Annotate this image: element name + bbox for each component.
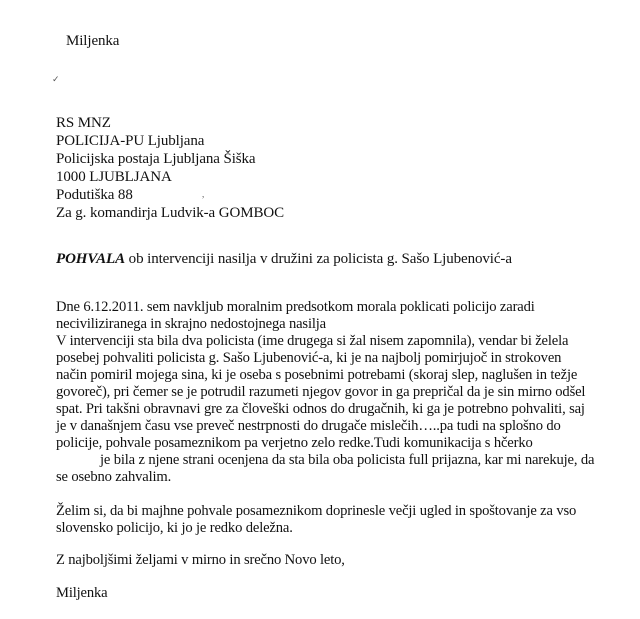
- sender-name: Miljenka: [66, 33, 120, 49]
- closing-line: Z najboljšimi željami v mirno in srečno Novo leto,: [56, 552, 345, 568]
- subject-line: [56, 251, 512, 268]
- paragraph-line: je v današnjem času vse preveč nestrpnosti do drugače mislečih…..pa tudi na splošno do: [56, 418, 561, 434]
- paragraph-line: Želim si, da bi majhne pohvale posameznikom doprinesle večji ugled in spoštovanje za vso: [56, 503, 577, 519]
- paragraph-line: Dne 6.12.2011. sem navkljub moralnim predsotkom morala poklicati policijo zaradi: [56, 299, 535, 315]
- scan-mark: ,: [202, 189, 205, 199]
- paragraph-line: slovensko policijo, ki jo je redko deležna.: [56, 520, 293, 536]
- scan-mark: ✓: [52, 74, 60, 84]
- recipient-line: Policijska postaja Ljubljana Šiška: [56, 151, 256, 167]
- paragraph-line: je bila z njene strani ocenjena da sta bila oba policista full prijazna, kar mi narekuje, da: [100, 452, 595, 468]
- paragraph-line: V intervenciji sta bila dva policista (ime drugega si žal nisem zapomnila), vendar bi želela: [56, 333, 569, 349]
- paragraph-line: spat. Pri takšni obravnavi gre za človeški odnos do drugačnih, ki ga je potrebno pohvaliti, saj: [56, 401, 585, 417]
- recipient-line: Podutiška 88: [56, 187, 133, 203]
- recipient-line: POLICIJA-PU Ljubljana: [56, 133, 205, 149]
- paragraph-line: način pomiril mojega sina, ki je oseba s posebnimi potrebami (skoraj slep, naglušen in težje: [56, 367, 578, 383]
- paragraph-line: posebej pohvaliti policista g. Sašo Ljubenović-a, ki je na najbolj pomirjujoč in strokoven: [56, 350, 562, 366]
- recipient-line: Za g. komandirja Ludvik-a GOMBOC: [56, 205, 285, 221]
- recipient-line: 1000 LJUBLJANA: [56, 169, 172, 185]
- signature: Miljenka: [56, 585, 108, 601]
- paragraph-line: neciviliziranega in skrajno nedostojnega nasilja: [56, 316, 326, 332]
- paragraph-line: govoreč), pri čemer se je potrudil razumeti njegov govor in ga prepričal da je sin mirno odšel: [56, 384, 586, 400]
- subject-tag: POHVALA: [56, 251, 126, 267]
- paragraph-line: se osebno zahvalim.: [56, 469, 172, 485]
- paragraph-line: policije, pohvale posameznikom pa verjetno zelo redke.Tudi komunikacija s hčerko: [56, 435, 533, 451]
- recipient-line: RS MNZ: [56, 115, 111, 131]
- subject-text: ob intervenciji nasilja v družini za policista g. Sašo Ljubenović-a: [125, 251, 512, 267]
